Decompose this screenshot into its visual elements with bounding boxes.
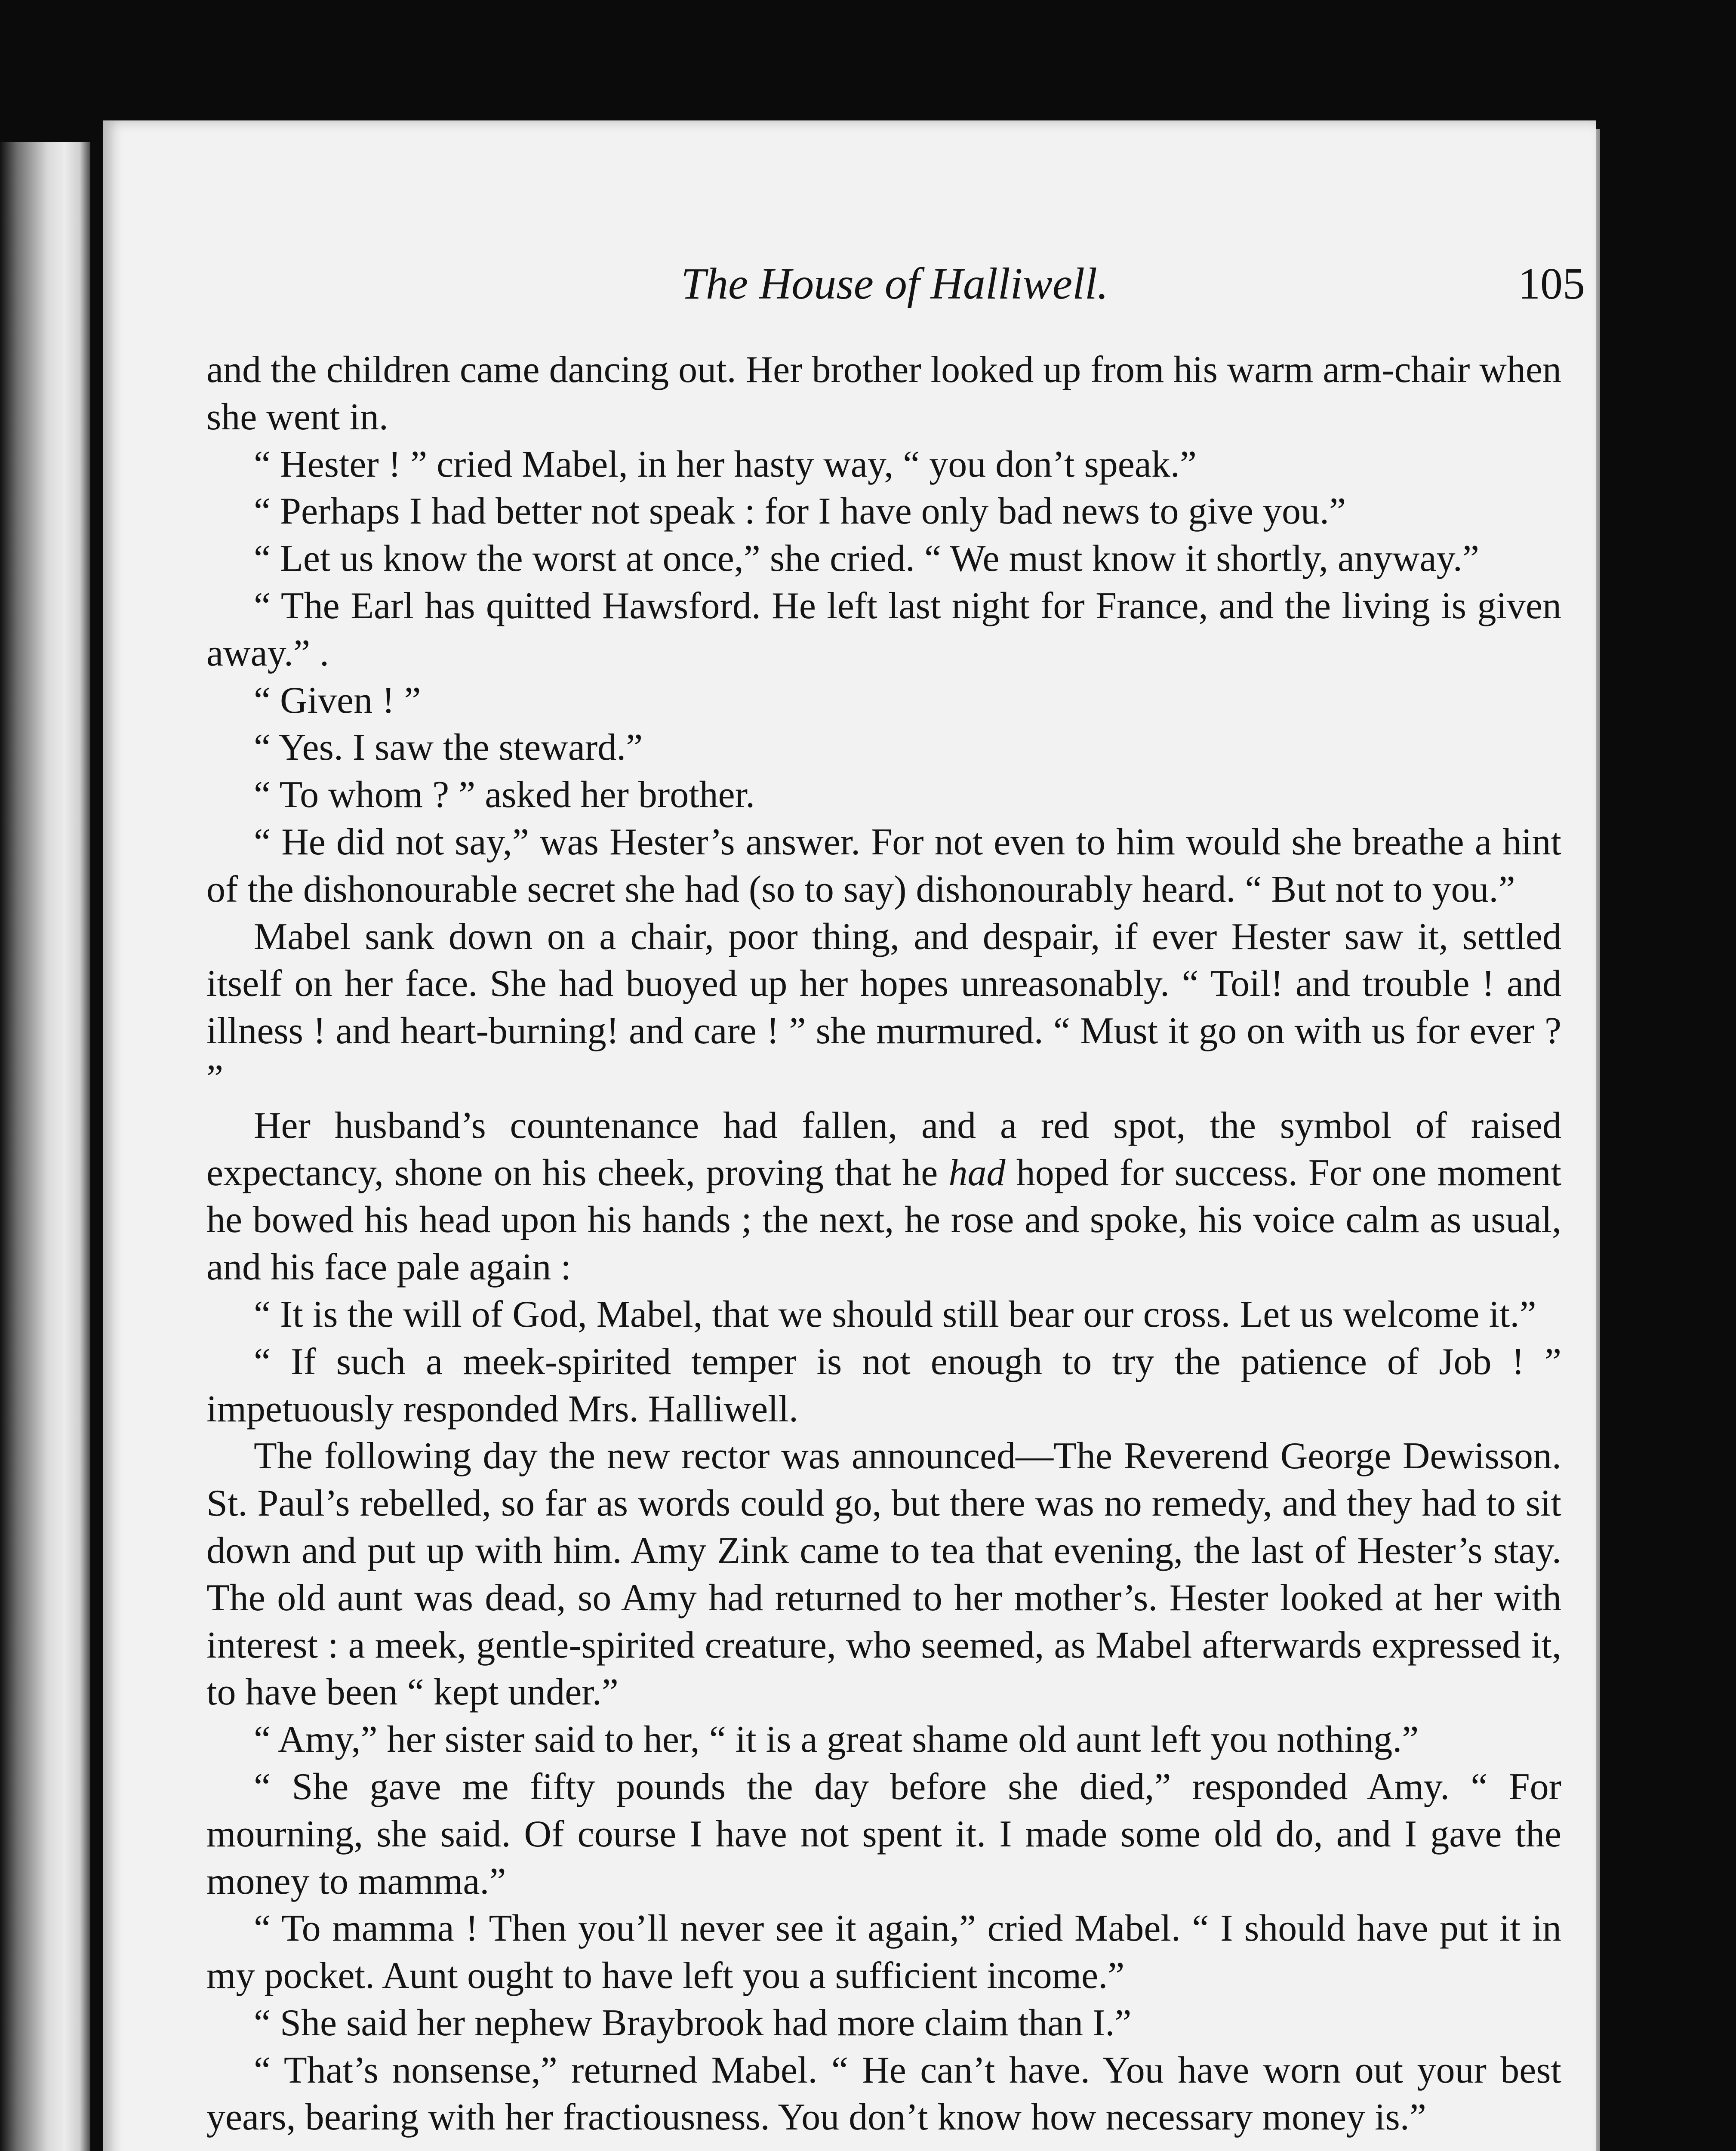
paragraph: [206, 1433, 1561, 1716]
paragraph: [206, 1291, 1561, 1338]
running-title: The House of Halliwell.: [681, 259, 1108, 308]
paragraph-text: “ It is the will of God, Mabel, that we should still bear our cross. Let us welcome it.”: [254, 1293, 1536, 1335]
paragraph: [206, 441, 1561, 488]
paragraph: [206, 1338, 1561, 1433]
page-number: 105: [1518, 259, 1585, 308]
paragraph-text: “ That’s nonsense,” returned Mabel. “ He can’t have. You have worn out your best years, bearing with her fractiousness. You don’t know how necessary money is.”: [206, 2049, 1561, 2139]
paragraph-text: “ Yes. I saw the steward.”: [254, 727, 643, 769]
paragraph-text: “ Amy,” her sister said to her, “ it is a great shame old aunt left you nothing.”: [254, 1719, 1419, 1761]
paragraph: [206, 582, 1561, 677]
paragraph: [206, 1905, 1561, 2000]
paragraph-text: Mabel sank down on a chair, poor thing, and despair, if ever Hester saw it, settled itself on her face. She had buoyed up her hopes unreasonably. “ Toil! and trouble ! and illness ! and heart-burning! and care ! ” she murmured. “ Must it go on with us for ever ? ”: [206, 915, 1561, 1099]
paragraph: [206, 2047, 1561, 2142]
paragraph-text: “ Hester ! ” cried Mabel, in her hasty way, “ you don’t speak.”: [254, 443, 1197, 485]
facing-page-edge: [0, 142, 90, 2151]
paragraph-text: “ Perhaps I had better not speak : for I have only bad news to give you.”: [254, 490, 1346, 533]
paragraph-text: and the children came dancing out. Her brother looked up from his warm arm-chair when she went in.: [206, 349, 1561, 438]
paragraph-text: “ She said her nephew Braybrook had more claim than I.”: [254, 2002, 1132, 2044]
body-text: [206, 346, 1561, 2141]
paragraph: [206, 913, 1561, 1102]
paragraph: [206, 1716, 1561, 1763]
paragraph-text: “ To mamma ! Then you’ll never see it again,” cried Mabel. “ I should have put it in my pocket. Aunt ought to have left you a sufficient income.”: [206, 1908, 1561, 1997]
paragraph-text: “ To whom ? ” asked her brother.: [254, 774, 755, 816]
paragraph: [206, 1102, 1561, 1291]
paragraph-text: The following day the new rector was announced—The Reverend George Dewisson. St. Paul’s rebelled, so far as words could go, but there was no remedy, and they had to sit down and put up with him. Amy Zink came to tea that evening, the last of Hester’s stay. The old aunt was dead, so Amy had returned to her mother’s. Hester looked at her with interest : a meek, gentle-spirited creature, who seemed, as Mabel afterwards expressed it, to have been “ kept under.”: [206, 1435, 1561, 1713]
paragraph: [206, 724, 1561, 771]
paragraph-text: “ The Earl has quitted Hawsford. He left last night for France, and the living is given away.” .: [206, 585, 1561, 674]
paragraph-text: hoped for success. For one moment he bowed his head upon his hands ; the next, he rose and spoke, his voice calm as usual, and his face pale again :: [206, 1152, 1561, 1288]
paragraph: [206, 2000, 1561, 2047]
paragraph: [206, 1763, 1561, 1905]
paragraph-text: Her husband’s countenance had fallen, and a red spot, the symbol of raised expectancy, shone on his cheek, proving that he: [206, 1104, 1561, 1194]
paragraph-text: “ She gave me fifty pounds the day before she died,” responded Amy. “ For mourning, she said. Of course I have not spent it. I made some old do, and I gave the money to mamma.”: [206, 1766, 1561, 1902]
paragraph-text: “ Given ! ”: [254, 679, 421, 721]
paragraph: [206, 535, 1561, 582]
paragraph: [206, 819, 1561, 913]
paragraph: [206, 346, 1561, 441]
paragraph: [206, 488, 1561, 535]
paragraph: [206, 677, 1561, 724]
italic-text: had: [948, 1152, 1006, 1194]
paragraph: [206, 771, 1561, 819]
paragraph-text: “ Let us know the worst at once,” she cried. “ We must know it shortly, anyway.”: [254, 538, 1479, 580]
page-header: [103, 254, 1596, 314]
paragraph-text: “ If such a meek-spirited temper is not enough to try the patience of Job ! ” impetuously responded Mrs. Halliwell.: [206, 1341, 1561, 1430]
book-page: [103, 120, 1596, 2151]
paragraph-text: “ He did not say,” was Hester’s answer. For not even to him would she breathe a hint of the dishonourable secret she had (so to say) dishonourably heard. “ But not to you.”: [206, 821, 1561, 910]
